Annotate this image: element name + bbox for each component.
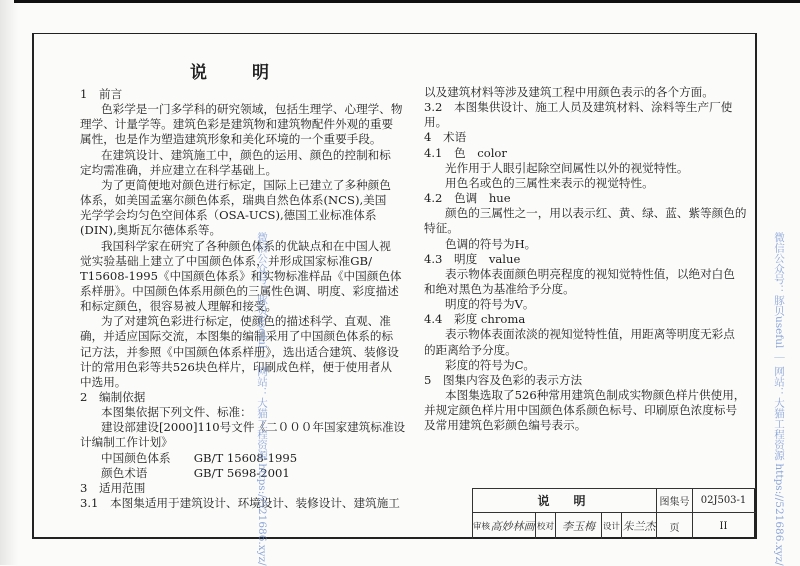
text-line: 觉实验基础上建立了中国颜色体系，并形成国家标准GB/ [80,253,372,268]
text-line: 理学、计量学等。建筑色彩是建筑物和建筑物配件外观的重要 [80,117,394,132]
page-label: 页 [657,513,693,539]
text-line: 表示物体表面浓淡的视知觉特性值，用距离等明度无彩点 [445,327,735,342]
text-line: 本图集依据下列文件、标准： [101,405,252,420]
text-line: 属性，也是作为塑造建筑形象和美化环境的一个重要手段。 [80,132,382,147]
text-line: 并规定颜色样片用中国颜色体系颜色标号、印刷原色浓度标号 [424,403,738,418]
text-line: 确，并适应国际交流，本图集的编制采用了中国颜色体系的标 [80,329,394,344]
text-line: 我国科学家在研究了各种颜色体系的优缺点和在中国人视 [101,238,391,253]
scan-shadow [0,0,18,565]
text-line: 用色名或色的三属性来表示的视觉特性。 [445,175,654,190]
section-heading: 4 术语 [424,130,467,145]
section-heading: 2 编制依据 [80,390,146,404]
title-block-name: 说 明 [473,489,657,512]
text-line: 体系，如美国孟塞尔颜色体系，瑞典自然色体系(NCS),美国 [80,193,387,208]
page-title: 说 明 [190,63,283,83]
text-line: 彩度的符号为C。 [445,357,536,372]
section-heading: 3.2 本图集供设计、施工人员及建筑材料、涂料等生产厂使 [424,100,733,115]
text-line: 计的常用色彩等共526块色样片，印刷成色样，便于使用者从 [80,359,392,374]
text-line: 以及建筑材料等涉及建筑工程中用颜色表示的各个方面。 [424,85,714,99]
page-number: II [693,513,756,539]
text-line: 为了更简便地对颜色进行标定，国际上已建立了多种颜色 [101,177,391,192]
atlas-no: 02J503-1 [693,489,756,512]
section-heading: 3 适用范围 [80,480,146,495]
text-line: 颜色的三属性之一，用以表示红、黄、绿、蓝、紫等颜色的 [445,206,747,221]
text-line: 定均需准确，并应建立在科学基础上。 [80,162,278,177]
text-line: 和标定颜色，很容易被人理解和接受。 [80,299,278,314]
section-heading: 4.2 色调 hue [424,191,511,206]
text-line: 系样册》。中国颜色体系用颜色的三属性色调、明度、彩度描述 [80,283,399,298]
text-line: 明度的符号为V。 [445,297,535,312]
text-line: 为了对建筑色彩进行标定，使颜色的描述科学、直观、准 [101,314,391,329]
text-line: 及常用建筑色彩颜色编号表示。 [424,418,587,433]
text-line: 用。 [424,115,448,130]
text-line: 建设部建设[2000]110号文件《二０００年国家建筑标准设 [101,420,406,435]
text-line: 计编制工作计划》 [80,435,173,450]
text-line: T15608-1995《中国颜色体系》和实物标准样品《中国颜色体 [80,268,402,283]
section-heading: 5 图集内容及色彩的表示方法 [424,372,583,387]
text-line: 色彩学是一门多学科的研究领域，包括生理学、心理学、物 [101,102,403,117]
section-heading: 4.4 彩度 chroma [424,312,526,327]
text-line: 光学学会均匀色空间体系（OSA-UCS),德国工业标准体系 [80,208,377,223]
text-line: 在建筑设计、建筑施工中，颜色的运用、颜色的控制和标 [101,147,391,162]
review-signature: 高妙林画 [490,513,536,539]
watermark-right: 微信公众号：豚贝useful ｜ 网站：大猫工程资源 https://521686.xyz/ [773,232,785,566]
watermark-center: 微信公众号：豚贝useful ｜ 网站：大猫工程资源 https://521686.xyz/ [256,232,268,566]
text-line: 的距离给予分度。 [424,342,517,357]
check-label: 校对 [536,513,556,539]
text-line: (DIN),奥斯瓦尔德体系等。 [80,223,222,238]
atlas-no-label: 图集号 [657,489,693,512]
text-line: 色调的符号为H。 [445,236,537,251]
section-heading: 3.1 本图集适用于建筑设计、环境设计、装修设计、建筑施工 [80,496,400,511]
design-signature: 朱兰杰 [622,513,657,539]
design-label: 设计 [602,513,622,539]
text-line: 特征。 [424,221,459,236]
review-label: 审核 [473,522,491,532]
check-signature: 李玉梅 [556,513,602,539]
text-line: 表示物体表面颜色明亮程度的视知觉特性值，以绝对白色 [445,266,735,281]
text-line: 本图集选取了526种常用建筑色制成实物颜色样片供使用， [445,388,746,402]
text-line: 和绝对黑色为基准给予分度。 [424,281,575,296]
text-line: 记方法，并参照《中国颜色体系样册》，选出适合建筑、装修设 [80,344,399,359]
section-heading: 4.3 明度 value [424,251,521,266]
section-heading: 1 前言 [80,87,123,101]
text-line: 中国颜色体系 GB/T 15608-1995 [101,450,298,465]
text-line: 光作用于人眼引起除空间属性以外的视觉特性。 [445,160,689,175]
text-line: 中选用。 [80,374,127,389]
title-block [472,488,756,539]
scan-edge [14,0,800,3]
text-line: 颜色术语 GB/T 5698-2001 [101,465,290,480]
section-heading: 4.1 色 color [424,145,507,160]
